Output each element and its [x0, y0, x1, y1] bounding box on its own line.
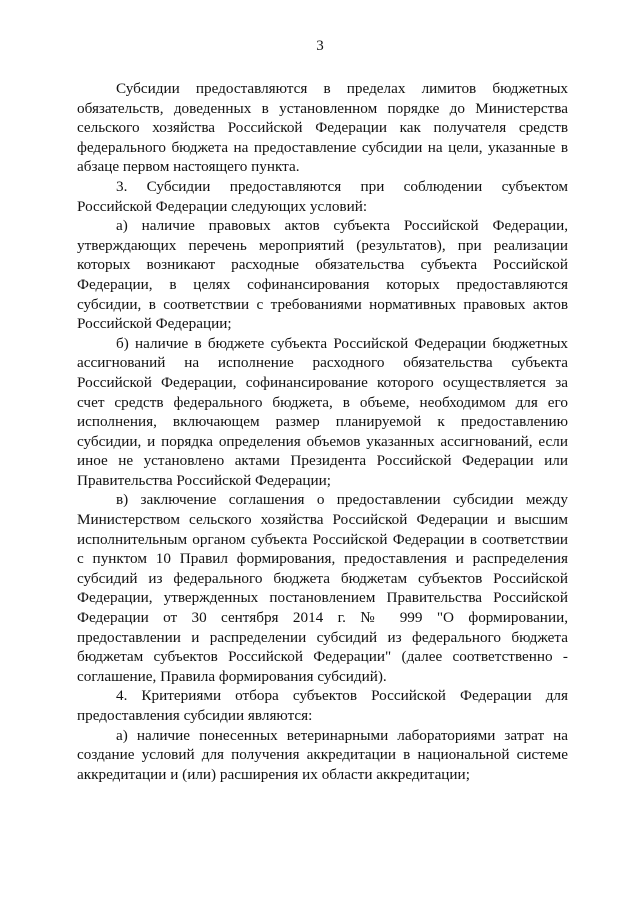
- document-body: [77, 79, 568, 784]
- paragraph-item-4a: а) наличие понесенных ветеринарными лабораториями затрат на создание условий для получения аккредитации в национальной системе аккредитации и (или) расширения их области аккредитации;: [77, 726, 568, 783]
- page-number: 3: [316, 38, 324, 54]
- paragraph-subsidy-limits: Субсидии предоставляются в пределах лимитов бюджетных обязательств, доведенных в установленном порядке до Министерства сельского хозяйства Российской Федерации как получателя средств федерального бюджета на предоставление субсидии на цели, указанные в абзаце первом настоящего пункта.: [77, 80, 568, 176]
- paragraph-item-3v: в) заключение соглашения о предоставлении субсидии между Министерством сельского хозяйства Российской Федерации и высшим исполнительным органом субъекта Российской Федерации в соответствии с пунктом 10 Правил формирования, предоставления и распределения субсидий из федерального бюджета бюджетам субъектов Российской Федерации, утвержденных постановлением Правительства Российской Федерации от 30 сентября 2014 г. № 999 "О формировании, предоставлении и распределении субсидий из федерального бюджета бюджетам субъектов Российской Федерации" (далее соответственно - соглашение, Правила формирования субсидий).: [77, 491, 568, 685]
- paragraph-item-4: 4. Критериями отбора субъектов Российской Федерации для предоставления субсидии являются:: [77, 687, 568, 724]
- paragraph-item-3: 3. Субсидии предоставляются при соблюдении субъектом Российской Федерации следующих условий:: [77, 177, 568, 215]
- paragraph-item-3b: б) наличие в бюджете субъекта Российской Федерации бюджетных ассигнований на исполнение расходного обязательства субъекта Российской Федерации, софинансирование которого осуществляется за счет средств федерального бюджета, в объеме, необходимом для его исполнения, включающем размер планируемой к предоставлению субсидии, и порядка определения объемов указанных ассигнований, если иное не установлено актами Президента Российской Федерации или Правительства Российской Федерации;: [77, 334, 568, 489]
- paragraph-item-3a: а) наличие правовых актов субъекта Российской Федерации, утверждающих перечень мероприятий (результатов), при реализации которых возникают расходные обязательства субъекта Российской Федерации, в целях софинансирования которых предоставляются субсидии, в соответствии с требованиями нормативных правовых актов Российской Федерации;: [77, 217, 568, 333]
